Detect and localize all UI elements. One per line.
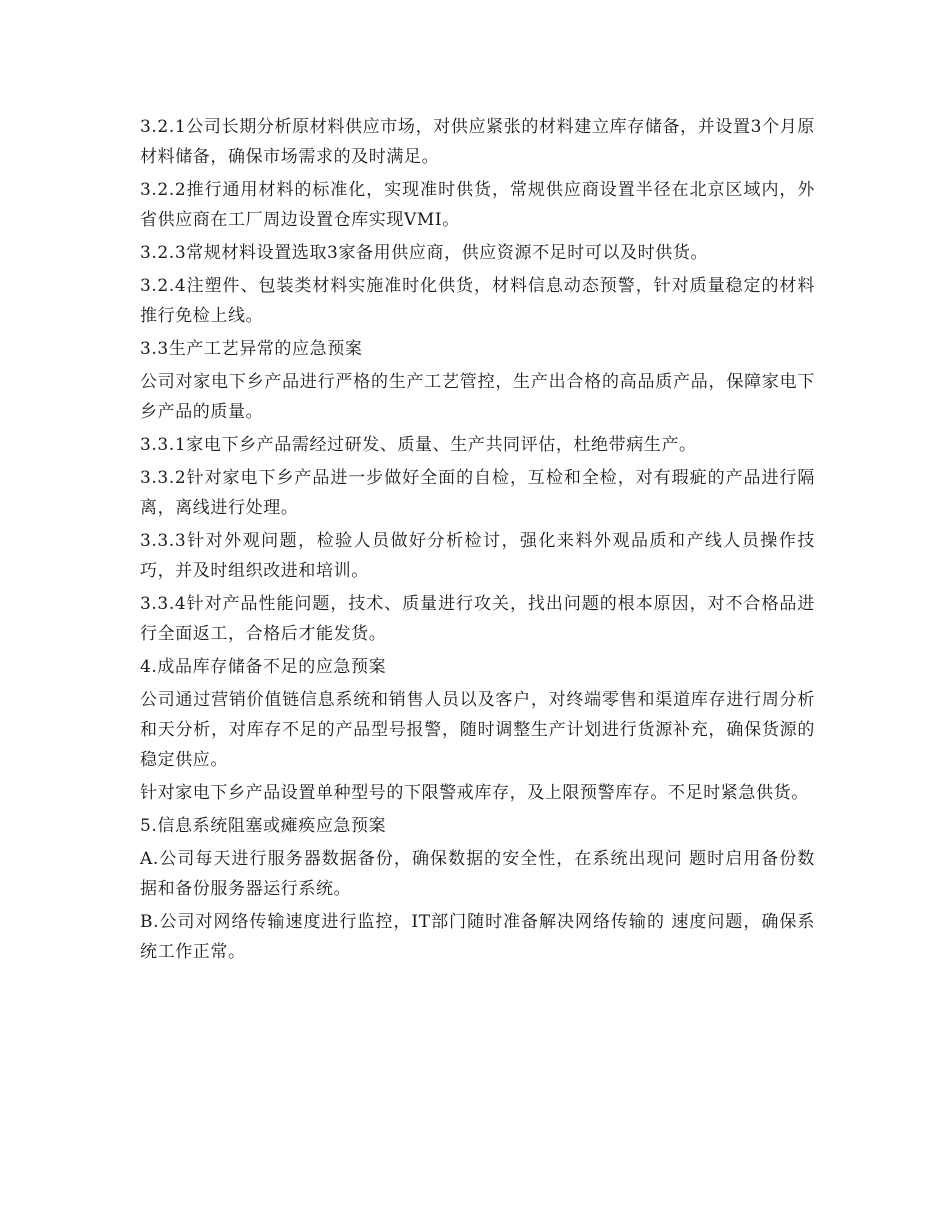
- paragraph-3-3-4: 3.3.4针对产品性能问题，技术、质量进行攻关，找出问题的根本原因，对不合格品进行全面返工，合格后才能发货。: [140, 594, 815, 644]
- section-heading-3-3: 3.3生产工艺异常的应急预案: [140, 339, 363, 359]
- paragraph-5-b: B.公司对网络传输速度进行监控，IT部门随时准备解决网络传输的 速度问题，确保系统工作正常。: [140, 912, 815, 962]
- paragraph-4-intro: 公司通过营销价值链信息系统和销售人员以及客户，对终端零售和渠道库存进行周分析和天分析，对库存不足的产品型号报警，随时调整生产计划进行货源补充，确保货源的稳定供应。: [140, 690, 815, 770]
- document-page: [140, 112, 815, 970]
- paragraph-3-3-1: 3.3.1家电下乡产品需经过研发、质量、生产共同评估，杜绝带病生产。: [140, 435, 697, 455]
- section-heading-4: 4.成品库存储备不足的应急预案: [140, 657, 387, 677]
- paragraph-3-3-3: 3.3.3针对外观问题，检验人员做好分析检讨，强化来料外观品质和产线人员操作技巧，并及时组织改进和培训。: [140, 531, 815, 581]
- paragraph-4-detail: 针对家电下乡产品设置单种型号的下限警戒库存，及上限预警库存。不足时紧急供货。: [140, 783, 809, 803]
- paragraph-3-2-3: 3.2.3常规材料设置选取3家备用供应商，供应资源不足时可以及时供货。: [140, 243, 709, 263]
- section-heading-5: 5.信息系统阻塞或瘫痪应急预案: [140, 816, 387, 836]
- paragraph-3-2-4: 3.2.4注塑件、包装类材料实施准时化供货，材料信息动态预警，针对质量稳定的材料推行免检上线。: [140, 276, 815, 326]
- paragraph-3-3-intro: 公司对家电下乡产品进行严格的生产工艺管控，生产出合格的高品质产品，保障家电下乡产品的质量。: [140, 372, 815, 422]
- paragraph-3-2-2: 3.2.2推行通用材料的标准化，实现准时供货，常规供应商设置半径在北京区域内，外省供应商在工厂周边设置仓库实现VMI。: [140, 180, 815, 230]
- paragraph-3-2-1: 3.2.1公司长期分析原材料供应市场，对供应紧张的材料建立库存储备，并设置3个月原材料储备，确保市场需求的及时满足。: [140, 117, 815, 167]
- paragraph-3-3-2: 3.3.2针对家电下乡产品进一步做好全面的自检，互检和全检，对有瑕疵的产品进行隔离，离线进行处理。: [140, 468, 815, 518]
- paragraph-5-a: A.公司每天进行服务器数据备份，确保数据的安全性，在系统出现问 题时启用备份数据和备份服务器运行系统。: [140, 849, 815, 899]
